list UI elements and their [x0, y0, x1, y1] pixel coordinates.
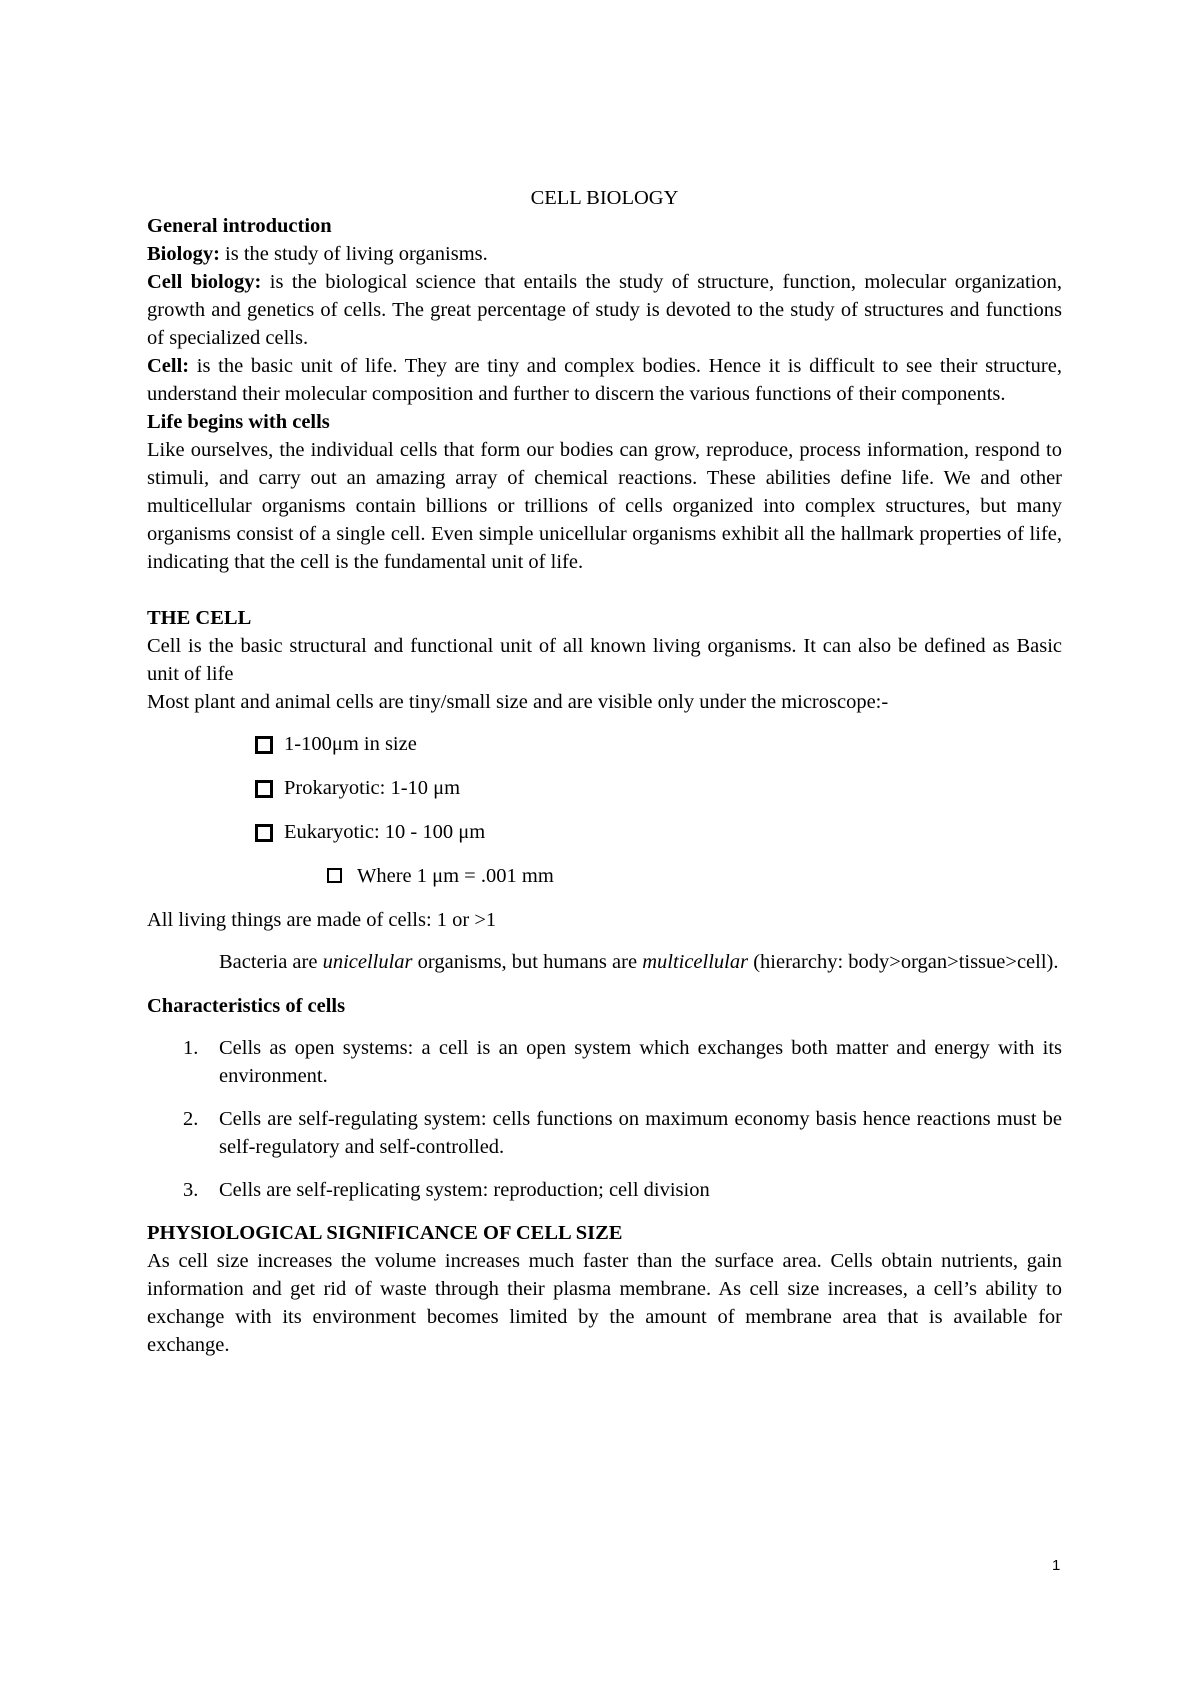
item-text: Cells as open systems: a cell is an open system which exchanges both matter and energy with its environment. [219, 1037, 1062, 1087]
characteristics-heading: Characteristics of cells [147, 995, 346, 1017]
cell-biology-definition [147, 268, 1062, 352]
biology-def-text: is the study of living organisms. [219, 243, 488, 265]
page-number: 1 [1052, 1557, 1061, 1574]
bullet-text: 1-100μm in size [284, 733, 417, 755]
item-number: 2. [183, 1108, 199, 1130]
biology-definition [147, 240, 1062, 268]
cell-definition [147, 352, 1062, 408]
cell-def-text: is the basic unit of life. They are tiny and complex bodies. Hence it is difficult to see their structure, understand their molecular composition and further to discern the various functions of their components. [147, 355, 1062, 405]
list-item [147, 1034, 1062, 1090]
list-item [147, 774, 1062, 818]
item-text: Cells are self-regulating system: cells functions on maximum economy basis hence reactions must be self-regulatory and self-controlled. [219, 1108, 1062, 1158]
physiological-heading: PHYSIOLOGICAL SIGNIFICANCE OF CELL SIZE [147, 1222, 623, 1244]
the-cell-heading: THE CELL [147, 607, 252, 629]
physiological-paragraph: As cell size increases the volume increases much faster than the surface area. Cells obtain nutrients, gain information and get rid of waste through their plasma membrane. As cell size increases, a cell’s ability to exchange with its environment becomes limited by the amount of membrane area that is available for exchange. [147, 1250, 1062, 1356]
bacteria-text-pre: Bacteria are [219, 951, 323, 973]
list-item [147, 1176, 1062, 1204]
intro-heading: General introduction [147, 215, 332, 237]
list-item [147, 818, 1062, 862]
cell-term: Cell: [147, 355, 190, 377]
list-item [147, 1105, 1062, 1161]
bacteria-text-mid: organisms, but humans are [412, 951, 643, 973]
bacteria-paragraph [219, 948, 1062, 976]
sub-list-item [147, 862, 1062, 906]
life-paragraph: Like ourselves, the individual cells that form our bodies can grow, reproduce, process information, respond to stimuli, and carry out an amazing array of chemical reactions. These abilities define life. We and other multicellular organisms contain billions or trillions of cells organized into complex structures, but many organisms consist of a single cell. Even simple unicellular organisms exhibit all the hallmark properties of life, indicating that the cell is the fundamental unit of life. [147, 439, 1062, 573]
document-title: CELL BIOLOGY [530, 187, 679, 209]
list-item [147, 730, 1062, 774]
item-number: 1. [183, 1037, 199, 1059]
sub-bullet-text: Where 1 μm = .001 mm [357, 865, 554, 887]
item-text: Cells are self-replicating system: reproduction; cell division [219, 1179, 710, 1201]
multicellular-term: multicellular [642, 951, 749, 973]
bullet-text: Prokaryotic: 1-10 μm [284, 777, 461, 799]
item-number: 3. [183, 1179, 199, 1201]
bullet-text: Eukaryotic: 10 - 100 μm [284, 821, 486, 843]
life-heading: Life begins with cells [147, 411, 330, 433]
square-bullet-icon [255, 824, 273, 842]
characteristics-list [147, 1034, 1062, 1204]
cell-size-list [147, 730, 1062, 906]
square-bullet-icon [255, 736, 273, 754]
unicellular-term: unicellular [322, 951, 413, 973]
spacer [147, 576, 1062, 604]
cell-biology-def-text: is the biological science that entails the study of structure, function, molecular organization, growth and genetics of cells. The great percentage of study is devoted to the study of structures and functions of specialized cells. [147, 271, 1062, 349]
biology-term: Biology: [147, 243, 220, 265]
cell-biology-term: Cell biology: [147, 271, 262, 293]
bacteria-text-post: (hierarchy: body>organ>tissue>cell). [748, 951, 1059, 973]
the-cell-paragraph-1: Cell is the basic structural and functional unit of all known living organisms. It can also be defined as Basic unit of life [147, 635, 1062, 685]
square-bullet-icon [327, 868, 342, 883]
all-living-statement: All living things are made of cells: 1 or >1 [147, 909, 497, 931]
the-cell-paragraph-2: Most plant and animal cells are tiny/small size and are visible only under the microscope:- [147, 691, 889, 713]
square-bullet-icon [255, 780, 273, 798]
page-content [147, 184, 1062, 1359]
